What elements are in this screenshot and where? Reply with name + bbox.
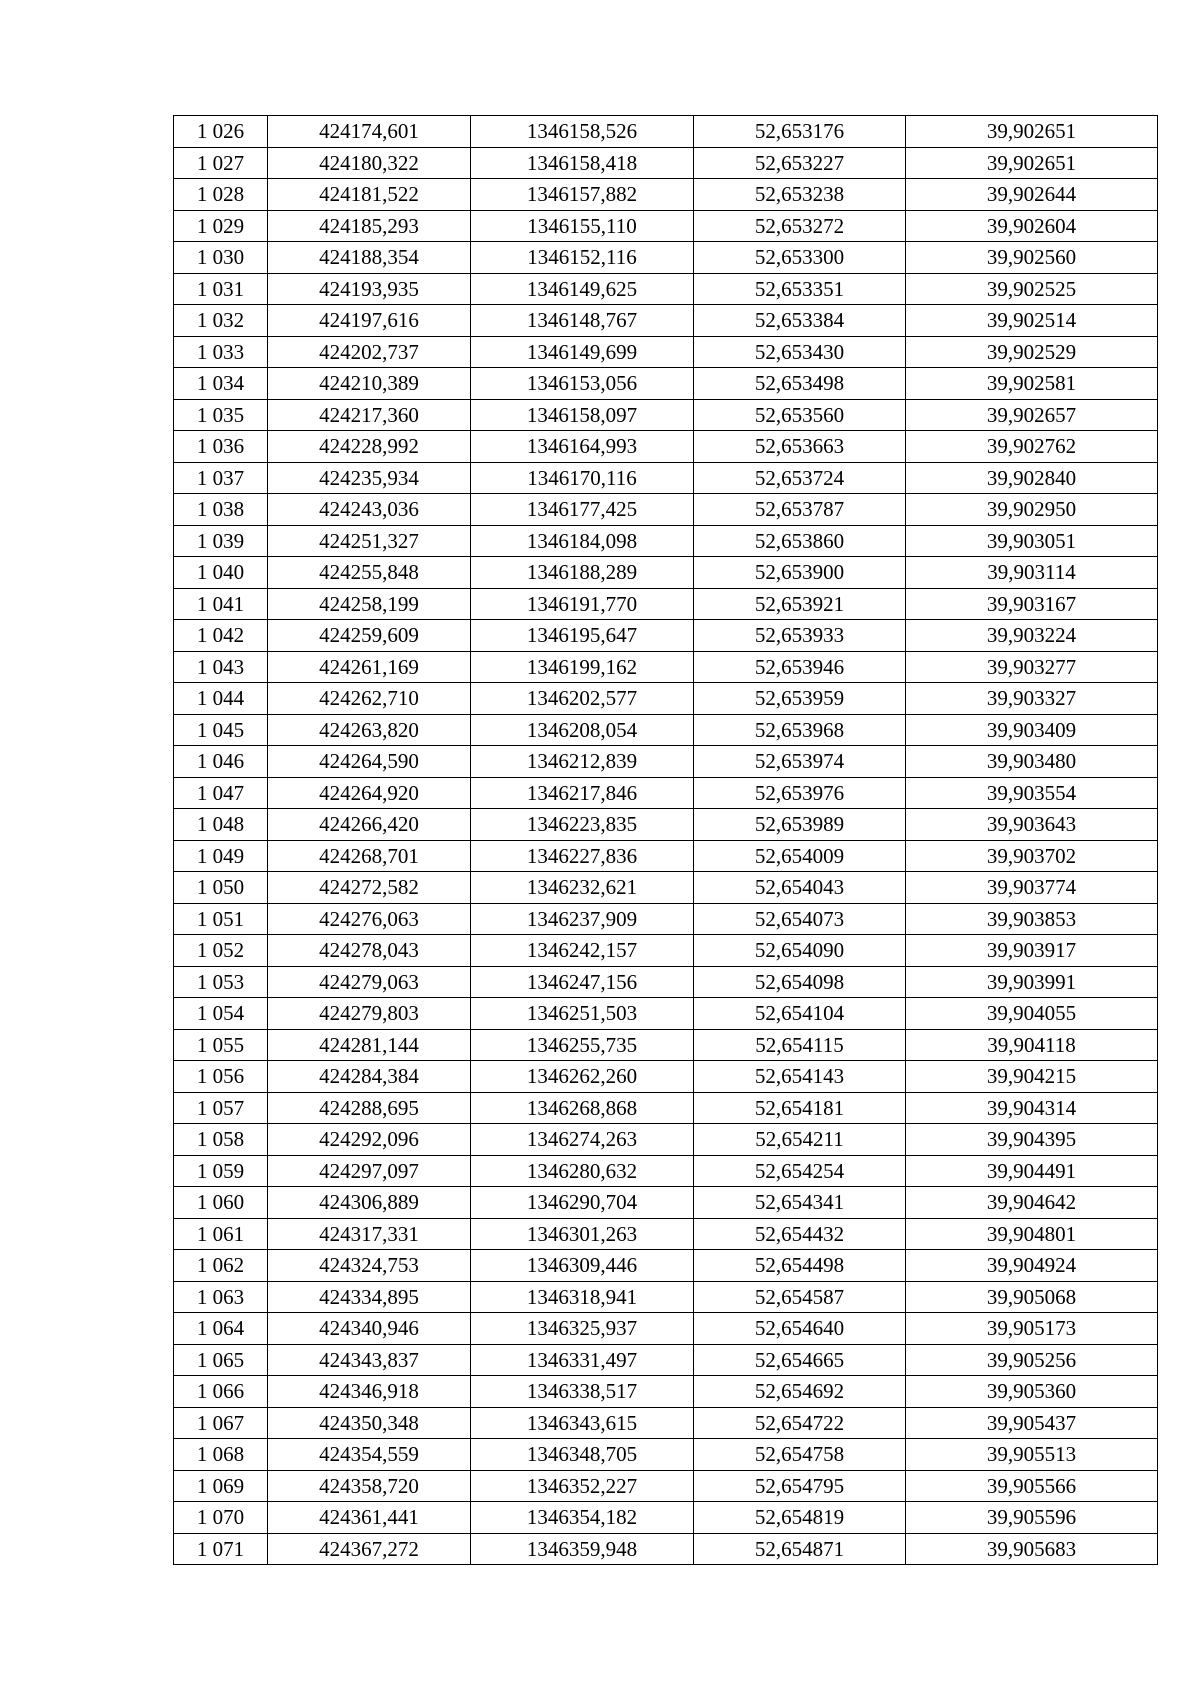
latitude-cell: 52,654758 — [694, 1439, 906, 1471]
y-coordinate-cell: 1346157,882 — [471, 179, 694, 211]
table-row — [174, 1313, 1158, 1345]
y-coordinate-cell: 1346177,425 — [471, 494, 694, 526]
latitude-cell: 52,653860 — [694, 525, 906, 557]
table-row — [174, 1439, 1158, 1471]
x-coordinate-cell: 424297,097 — [268, 1155, 471, 1187]
table-row — [174, 1155, 1158, 1187]
x-coordinate-cell: 424358,720 — [268, 1470, 471, 1502]
latitude-cell: 52,653933 — [694, 620, 906, 652]
point-number-cell: 1 028 — [174, 179, 268, 211]
y-coordinate-cell: 1346155,110 — [471, 210, 694, 242]
table-row — [174, 903, 1158, 935]
y-coordinate-cell: 1346158,526 — [471, 116, 694, 148]
latitude-cell: 52,653968 — [694, 714, 906, 746]
latitude-cell: 52,653351 — [694, 273, 906, 305]
x-coordinate-cell: 424284,384 — [268, 1061, 471, 1093]
y-coordinate-cell: 1346262,260 — [471, 1061, 694, 1093]
table-row — [174, 179, 1158, 211]
x-coordinate-cell: 424188,354 — [268, 242, 471, 274]
latitude-cell: 52,653921 — [694, 588, 906, 620]
longitude-cell: 39,903554 — [906, 777, 1158, 809]
table-row — [174, 620, 1158, 652]
y-coordinate-cell: 1346199,162 — [471, 651, 694, 683]
table-row — [174, 1407, 1158, 1439]
x-coordinate-cell: 424235,934 — [268, 462, 471, 494]
latitude-cell: 52,653976 — [694, 777, 906, 809]
point-number-cell: 1 047 — [174, 777, 268, 809]
x-coordinate-cell: 424181,522 — [268, 179, 471, 211]
table-row — [174, 809, 1158, 841]
y-coordinate-cell: 1346195,647 — [471, 620, 694, 652]
longitude-cell: 39,903480 — [906, 746, 1158, 778]
y-coordinate-cell: 1346158,418 — [471, 147, 694, 179]
y-coordinate-cell: 1346247,156 — [471, 966, 694, 998]
longitude-cell: 39,905566 — [906, 1470, 1158, 1502]
x-coordinate-cell: 424228,992 — [268, 431, 471, 463]
table-row — [174, 1124, 1158, 1156]
x-coordinate-cell: 424180,322 — [268, 147, 471, 179]
y-coordinate-cell: 1346290,704 — [471, 1187, 694, 1219]
longitude-cell: 39,904801 — [906, 1218, 1158, 1250]
latitude-cell: 52,654640 — [694, 1313, 906, 1345]
longitude-cell: 39,905596 — [906, 1502, 1158, 1534]
longitude-cell: 39,905256 — [906, 1344, 1158, 1376]
point-number-cell: 1 060 — [174, 1187, 268, 1219]
x-coordinate-cell: 424292,096 — [268, 1124, 471, 1156]
longitude-cell: 39,902651 — [906, 147, 1158, 179]
table-row — [174, 1470, 1158, 1502]
point-number-cell: 1 064 — [174, 1313, 268, 1345]
y-coordinate-cell: 1346237,909 — [471, 903, 694, 935]
y-coordinate-cell: 1346251,503 — [471, 998, 694, 1030]
longitude-cell: 39,903991 — [906, 966, 1158, 998]
longitude-cell: 39,903114 — [906, 557, 1158, 589]
y-coordinate-cell: 1346274,263 — [471, 1124, 694, 1156]
latitude-cell: 52,653959 — [694, 683, 906, 715]
latitude-cell: 52,654341 — [694, 1187, 906, 1219]
table-row — [174, 147, 1158, 179]
y-coordinate-cell: 1346184,098 — [471, 525, 694, 557]
table-row — [174, 336, 1158, 368]
point-number-cell: 1 054 — [174, 998, 268, 1030]
longitude-cell: 39,902840 — [906, 462, 1158, 494]
x-coordinate-cell: 424268,701 — [268, 840, 471, 872]
table-row — [174, 966, 1158, 998]
table-row — [174, 683, 1158, 715]
longitude-cell: 39,905513 — [906, 1439, 1158, 1471]
latitude-cell: 52,654211 — [694, 1124, 906, 1156]
y-coordinate-cell: 1346217,846 — [471, 777, 694, 809]
table-row — [174, 1029, 1158, 1061]
table-row — [174, 1061, 1158, 1093]
x-coordinate-cell: 424281,144 — [268, 1029, 471, 1061]
latitude-cell: 52,654498 — [694, 1250, 906, 1282]
point-number-cell: 1 030 — [174, 242, 268, 274]
y-coordinate-cell: 1346164,993 — [471, 431, 694, 463]
longitude-cell: 39,902762 — [906, 431, 1158, 463]
latitude-cell: 52,653724 — [694, 462, 906, 494]
latitude-cell: 52,653787 — [694, 494, 906, 526]
latitude-cell: 52,654587 — [694, 1281, 906, 1313]
longitude-cell: 39,903051 — [906, 525, 1158, 557]
y-coordinate-cell: 1346188,289 — [471, 557, 694, 589]
longitude-cell: 39,902657 — [906, 399, 1158, 431]
table-row — [174, 273, 1158, 305]
x-coordinate-cell: 424263,820 — [268, 714, 471, 746]
latitude-cell: 52,653663 — [694, 431, 906, 463]
point-number-cell: 1 050 — [174, 872, 268, 904]
point-number-cell: 1 067 — [174, 1407, 268, 1439]
longitude-cell: 39,902651 — [906, 116, 1158, 148]
y-coordinate-cell: 1346191,770 — [471, 588, 694, 620]
longitude-cell: 39,902581 — [906, 368, 1158, 400]
point-number-cell: 1 033 — [174, 336, 268, 368]
longitude-cell: 39,903277 — [906, 651, 1158, 683]
x-coordinate-cell: 424279,803 — [268, 998, 471, 1030]
y-coordinate-cell: 1346268,868 — [471, 1092, 694, 1124]
x-coordinate-cell: 424276,063 — [268, 903, 471, 935]
longitude-cell: 39,904924 — [906, 1250, 1158, 1282]
latitude-cell: 52,654098 — [694, 966, 906, 998]
longitude-cell: 39,904314 — [906, 1092, 1158, 1124]
table-row — [174, 431, 1158, 463]
x-coordinate-cell: 424217,360 — [268, 399, 471, 431]
point-number-cell: 1 044 — [174, 683, 268, 715]
x-coordinate-cell: 424317,331 — [268, 1218, 471, 1250]
y-coordinate-cell: 1346309,446 — [471, 1250, 694, 1282]
table-row — [174, 714, 1158, 746]
table-row — [174, 746, 1158, 778]
point-number-cell: 1 069 — [174, 1470, 268, 1502]
x-coordinate-cell: 424354,559 — [268, 1439, 471, 1471]
table-row — [174, 588, 1158, 620]
point-number-cell: 1 071 — [174, 1533, 268, 1565]
x-coordinate-cell: 424278,043 — [268, 935, 471, 967]
latitude-cell: 52,653238 — [694, 179, 906, 211]
latitude-cell: 52,653384 — [694, 305, 906, 337]
y-coordinate-cell: 1346202,577 — [471, 683, 694, 715]
point-number-cell: 1 048 — [174, 809, 268, 841]
latitude-cell: 52,654090 — [694, 935, 906, 967]
latitude-cell: 52,654143 — [694, 1061, 906, 1093]
point-number-cell: 1 041 — [174, 588, 268, 620]
longitude-cell: 39,902644 — [906, 179, 1158, 211]
point-number-cell: 1 056 — [174, 1061, 268, 1093]
point-number-cell: 1 068 — [174, 1439, 268, 1471]
x-coordinate-cell: 424264,920 — [268, 777, 471, 809]
y-coordinate-cell: 1346148,767 — [471, 305, 694, 337]
y-coordinate-cell: 1346343,615 — [471, 1407, 694, 1439]
y-coordinate-cell: 1346348,705 — [471, 1439, 694, 1471]
longitude-cell: 39,903224 — [906, 620, 1158, 652]
longitude-cell: 39,903643 — [906, 809, 1158, 841]
longitude-cell: 39,903409 — [906, 714, 1158, 746]
point-number-cell: 1 031 — [174, 273, 268, 305]
table-row — [174, 1502, 1158, 1534]
x-coordinate-cell: 424350,348 — [268, 1407, 471, 1439]
longitude-cell: 39,903853 — [906, 903, 1158, 935]
table-row — [174, 1187, 1158, 1219]
latitude-cell: 52,653946 — [694, 651, 906, 683]
latitude-cell: 52,653300 — [694, 242, 906, 274]
table-row — [174, 840, 1158, 872]
point-number-cell: 1 034 — [174, 368, 268, 400]
latitude-cell: 52,653560 — [694, 399, 906, 431]
point-number-cell: 1 049 — [174, 840, 268, 872]
x-coordinate-cell: 424334,895 — [268, 1281, 471, 1313]
table-row — [174, 1281, 1158, 1313]
table-row — [174, 1376, 1158, 1408]
table-row — [174, 1344, 1158, 1376]
point-number-cell: 1 026 — [174, 116, 268, 148]
table-row — [174, 1250, 1158, 1282]
x-coordinate-cell: 424361,441 — [268, 1502, 471, 1534]
longitude-cell: 39,902560 — [906, 242, 1158, 274]
latitude-cell: 52,653227 — [694, 147, 906, 179]
y-coordinate-cell: 1346359,948 — [471, 1533, 694, 1565]
latitude-cell: 52,654043 — [694, 872, 906, 904]
y-coordinate-cell: 1346338,517 — [471, 1376, 694, 1408]
x-coordinate-cell: 424174,601 — [268, 116, 471, 148]
table-row — [174, 462, 1158, 494]
table-row — [174, 494, 1158, 526]
x-coordinate-cell: 424210,389 — [268, 368, 471, 400]
table-row — [174, 1218, 1158, 1250]
y-coordinate-cell: 1346223,835 — [471, 809, 694, 841]
point-number-cell: 1 070 — [174, 1502, 268, 1534]
longitude-cell: 39,903327 — [906, 683, 1158, 715]
longitude-cell: 39,903774 — [906, 872, 1158, 904]
x-coordinate-cell: 424259,609 — [268, 620, 471, 652]
x-coordinate-cell: 424340,946 — [268, 1313, 471, 1345]
coordinates-table — [173, 115, 1158, 1565]
table-row — [174, 872, 1158, 904]
point-number-cell: 1 062 — [174, 1250, 268, 1282]
x-coordinate-cell: 424272,582 — [268, 872, 471, 904]
y-coordinate-cell: 1346149,625 — [471, 273, 694, 305]
point-number-cell: 1 027 — [174, 147, 268, 179]
latitude-cell: 52,654432 — [694, 1218, 906, 1250]
table-row — [174, 1533, 1158, 1565]
longitude-cell: 39,905437 — [906, 1407, 1158, 1439]
point-number-cell: 1 042 — [174, 620, 268, 652]
x-coordinate-cell: 424258,199 — [268, 588, 471, 620]
y-coordinate-cell: 1346352,227 — [471, 1470, 694, 1502]
point-number-cell: 1 038 — [174, 494, 268, 526]
point-number-cell: 1 035 — [174, 399, 268, 431]
latitude-cell: 52,653176 — [694, 116, 906, 148]
longitude-cell: 39,904055 — [906, 998, 1158, 1030]
x-coordinate-cell: 424261,169 — [268, 651, 471, 683]
latitude-cell: 52,654181 — [694, 1092, 906, 1124]
latitude-cell: 52,654722 — [694, 1407, 906, 1439]
y-coordinate-cell: 1346325,937 — [471, 1313, 694, 1345]
table-row — [174, 935, 1158, 967]
x-coordinate-cell: 424264,590 — [268, 746, 471, 778]
coordinates-table-body — [174, 116, 1158, 1565]
y-coordinate-cell: 1346232,621 — [471, 872, 694, 904]
longitude-cell: 39,902514 — [906, 305, 1158, 337]
table-row — [174, 525, 1158, 557]
longitude-cell: 39,905360 — [906, 1376, 1158, 1408]
y-coordinate-cell: 1346153,056 — [471, 368, 694, 400]
latitude-cell: 52,654115 — [694, 1029, 906, 1061]
longitude-cell: 39,905068 — [906, 1281, 1158, 1313]
longitude-cell: 39,904215 — [906, 1061, 1158, 1093]
latitude-cell: 52,653989 — [694, 809, 906, 841]
longitude-cell: 39,902950 — [906, 494, 1158, 526]
latitude-cell: 52,654104 — [694, 998, 906, 1030]
y-coordinate-cell: 1346301,263 — [471, 1218, 694, 1250]
latitude-cell: 52,653430 — [694, 336, 906, 368]
y-coordinate-cell: 1346280,632 — [471, 1155, 694, 1187]
table-row — [174, 368, 1158, 400]
point-number-cell: 1 059 — [174, 1155, 268, 1187]
y-coordinate-cell: 1346331,497 — [471, 1344, 694, 1376]
x-coordinate-cell: 424266,420 — [268, 809, 471, 841]
point-number-cell: 1 052 — [174, 935, 268, 967]
x-coordinate-cell: 424185,293 — [268, 210, 471, 242]
point-number-cell: 1 029 — [174, 210, 268, 242]
table-row — [174, 557, 1158, 589]
table-row — [174, 998, 1158, 1030]
table-row — [174, 399, 1158, 431]
point-number-cell: 1 061 — [174, 1218, 268, 1250]
latitude-cell: 52,654254 — [694, 1155, 906, 1187]
point-number-cell: 1 053 — [174, 966, 268, 998]
x-coordinate-cell: 424262,710 — [268, 683, 471, 715]
y-coordinate-cell: 1346354,182 — [471, 1502, 694, 1534]
y-coordinate-cell: 1346212,839 — [471, 746, 694, 778]
table-row — [174, 1092, 1158, 1124]
latitude-cell: 52,654073 — [694, 903, 906, 935]
x-coordinate-cell: 424324,753 — [268, 1250, 471, 1282]
y-coordinate-cell: 1346152,116 — [471, 242, 694, 274]
x-coordinate-cell: 424306,889 — [268, 1187, 471, 1219]
x-coordinate-cell: 424251,327 — [268, 525, 471, 557]
latitude-cell: 52,653498 — [694, 368, 906, 400]
point-number-cell: 1 043 — [174, 651, 268, 683]
table-row — [174, 777, 1158, 809]
latitude-cell: 52,653900 — [694, 557, 906, 589]
x-coordinate-cell: 424193,935 — [268, 273, 471, 305]
point-number-cell: 1 066 — [174, 1376, 268, 1408]
latitude-cell: 52,654009 — [694, 840, 906, 872]
table-row — [174, 210, 1158, 242]
latitude-cell: 52,653974 — [694, 746, 906, 778]
point-number-cell: 1 037 — [174, 462, 268, 494]
point-number-cell: 1 040 — [174, 557, 268, 589]
longitude-cell: 39,905173 — [906, 1313, 1158, 1345]
longitude-cell: 39,903702 — [906, 840, 1158, 872]
y-coordinate-cell: 1346227,836 — [471, 840, 694, 872]
point-number-cell: 1 051 — [174, 903, 268, 935]
y-coordinate-cell: 1346149,699 — [471, 336, 694, 368]
x-coordinate-cell: 424346,918 — [268, 1376, 471, 1408]
table-row — [174, 651, 1158, 683]
table-row — [174, 242, 1158, 274]
longitude-cell: 39,902529 — [906, 336, 1158, 368]
x-coordinate-cell: 424202,737 — [268, 336, 471, 368]
longitude-cell: 39,904642 — [906, 1187, 1158, 1219]
longitude-cell: 39,904118 — [906, 1029, 1158, 1061]
y-coordinate-cell: 1346318,941 — [471, 1281, 694, 1313]
latitude-cell: 52,654819 — [694, 1502, 906, 1534]
point-number-cell: 1 036 — [174, 431, 268, 463]
longitude-cell: 39,903917 — [906, 935, 1158, 967]
point-number-cell: 1 063 — [174, 1281, 268, 1313]
x-coordinate-cell: 424288,695 — [268, 1092, 471, 1124]
table-row — [174, 116, 1158, 148]
latitude-cell: 52,653272 — [694, 210, 906, 242]
latitude-cell: 52,654665 — [694, 1344, 906, 1376]
latitude-cell: 52,654795 — [694, 1470, 906, 1502]
y-coordinate-cell: 1346170,116 — [471, 462, 694, 494]
longitude-cell: 39,904395 — [906, 1124, 1158, 1156]
longitude-cell: 39,902525 — [906, 273, 1158, 305]
latitude-cell: 52,654692 — [694, 1376, 906, 1408]
longitude-cell: 39,903167 — [906, 588, 1158, 620]
point-number-cell: 1 032 — [174, 305, 268, 337]
y-coordinate-cell: 1346208,054 — [471, 714, 694, 746]
y-coordinate-cell: 1346255,735 — [471, 1029, 694, 1061]
point-number-cell: 1 057 — [174, 1092, 268, 1124]
point-number-cell: 1 046 — [174, 746, 268, 778]
x-coordinate-cell: 424243,036 — [268, 494, 471, 526]
x-coordinate-cell: 424279,063 — [268, 966, 471, 998]
x-coordinate-cell: 424343,837 — [268, 1344, 471, 1376]
longitude-cell: 39,905683 — [906, 1533, 1158, 1565]
point-number-cell: 1 045 — [174, 714, 268, 746]
point-number-cell: 1 039 — [174, 525, 268, 557]
x-coordinate-cell: 424197,616 — [268, 305, 471, 337]
y-coordinate-cell: 1346158,097 — [471, 399, 694, 431]
x-coordinate-cell: 424367,272 — [268, 1533, 471, 1565]
point-number-cell: 1 065 — [174, 1344, 268, 1376]
y-coordinate-cell: 1346242,157 — [471, 935, 694, 967]
latitude-cell: 52,654871 — [694, 1533, 906, 1565]
point-number-cell: 1 058 — [174, 1124, 268, 1156]
x-coordinate-cell: 424255,848 — [268, 557, 471, 589]
point-number-cell: 1 055 — [174, 1029, 268, 1061]
longitude-cell: 39,902604 — [906, 210, 1158, 242]
longitude-cell: 39,904491 — [906, 1155, 1158, 1187]
table-row — [174, 305, 1158, 337]
